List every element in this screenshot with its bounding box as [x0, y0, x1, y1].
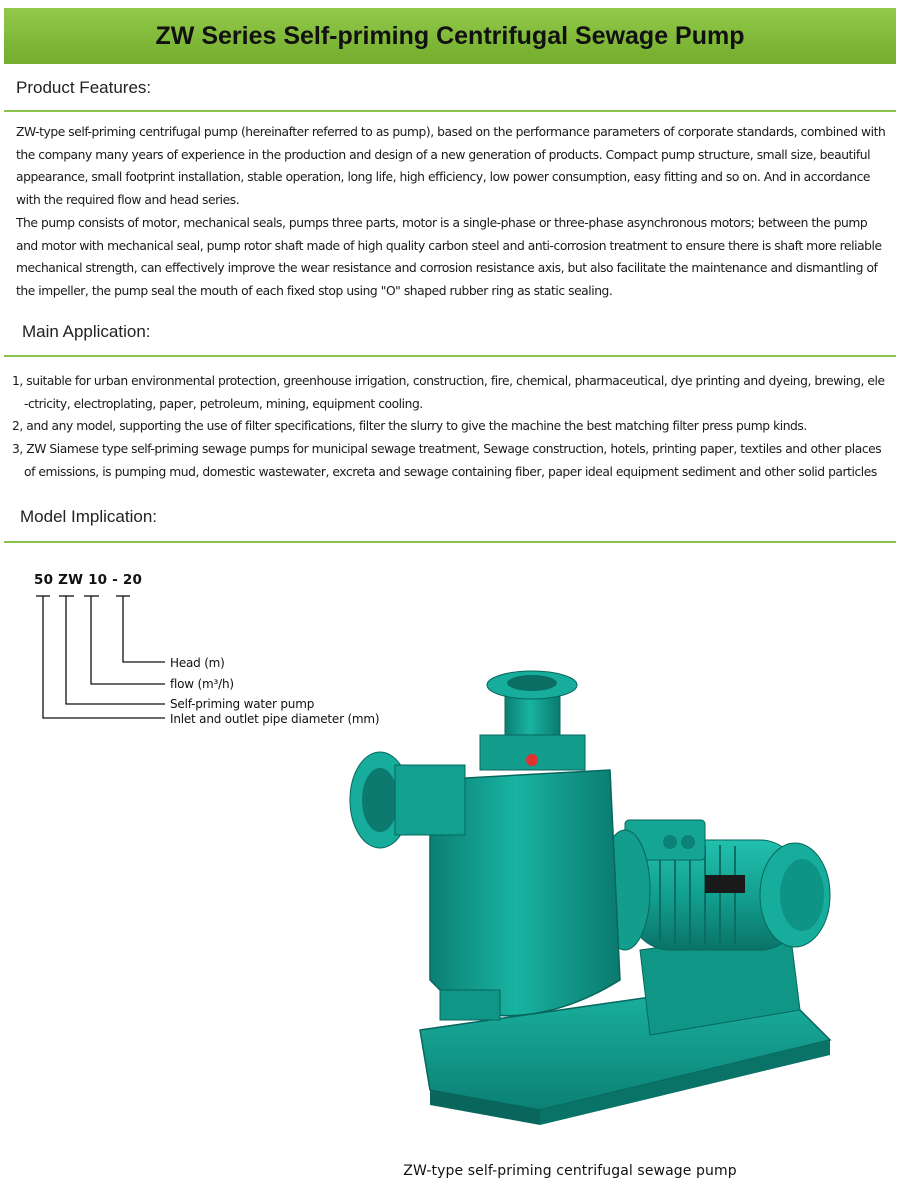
features-text [16, 121, 886, 303]
application-item-text: 3, ZW Siamese type self-priming sewage pumps for municipal sewage treatment, Sewage construction, hotels, printing paper, textiles and other places [12, 442, 882, 457]
model-heading: Model Implication: [20, 507, 158, 526]
features-line: ZW-type self-priming centrifugal pump (hereinafter referred to as pump), based on the performance parameters of corporate standards, combined with [16, 125, 886, 139]
features-line: and motor with mechanical seal, pump rotor shaft made of high quality carbon steel and anti-corrosion treatment to ensure there is shaft more reliable [16, 238, 882, 253]
application-divider [4, 355, 896, 357]
features-line: the company many years of experience in the production and design of a new generation of products. Compact pump structure, small size, beautiful [16, 147, 871, 162]
label-head: Head (m) [170, 656, 225, 670]
features-line: mechanical strength, can effectively improve the wear resistance and corrosion resistance axis, but also facilitate the maintenance and dismantling of [16, 261, 878, 276]
application-list [12, 370, 892, 484]
label-flow: flow (m³/h) [170, 677, 234, 691]
label-diameter: Inlet and outlet pipe diameter (mm) [170, 712, 380, 726]
list-item [12, 438, 892, 483]
features-divider [4, 110, 896, 112]
pump-caption: ZW-type self-priming centrifugal sewage pump [403, 1163, 737, 1179]
features-heading: Product Features: [16, 78, 152, 97]
features-line: appearance, small footprint installation, stable operation, long life, high efficiency, low power consumption, easy fitting and so on. And in accordance [16, 170, 871, 185]
application-item-text: 1, suitable for urban environmental protection, greenhouse irrigation, construction, fire, chemical, pharmaceutical, dye printing and dyeing, brewing, ele [12, 374, 885, 388]
features-line: the impeller, the pump seal the mouth of each fixed stop using "O" shaped rubber ring as static sealing. [16, 283, 613, 298]
label-type: Self-priming water pump [170, 697, 315, 711]
model-divider [4, 541, 896, 543]
application-item-continuation: -ctricity, electroplating, paper, petroleum, mining, equipment cooling. [24, 396, 423, 411]
page-title: ZW Series Self-priming Centrifugal Sewage Pump [155, 21, 745, 50]
model-code: 50 ZW 10 - 20 [34, 572, 143, 588]
list-item [12, 370, 892, 415]
pump-image [340, 650, 840, 1140]
application-item-text: 2, and any model, supporting the use of filter specifications, filter the slurry to give the machine the best matching filter press pump kinds. [12, 419, 807, 434]
title-banner [4, 8, 896, 64]
features-line: The pump consists of motor, mechanical seals, pumps three parts, motor is a single-phase or three-phase asynchronous motors; between the pump [16, 215, 868, 230]
application-item-continuation: of emissions, is pumping mud, domestic wastewater, excreta and sewage containing fiber, paper ideal equipment sediment and other solid particles [24, 464, 877, 479]
list-item [12, 415, 892, 438]
features-line: with the required flow and head series. [16, 193, 240, 208]
application-heading: Main Application: [22, 322, 151, 341]
